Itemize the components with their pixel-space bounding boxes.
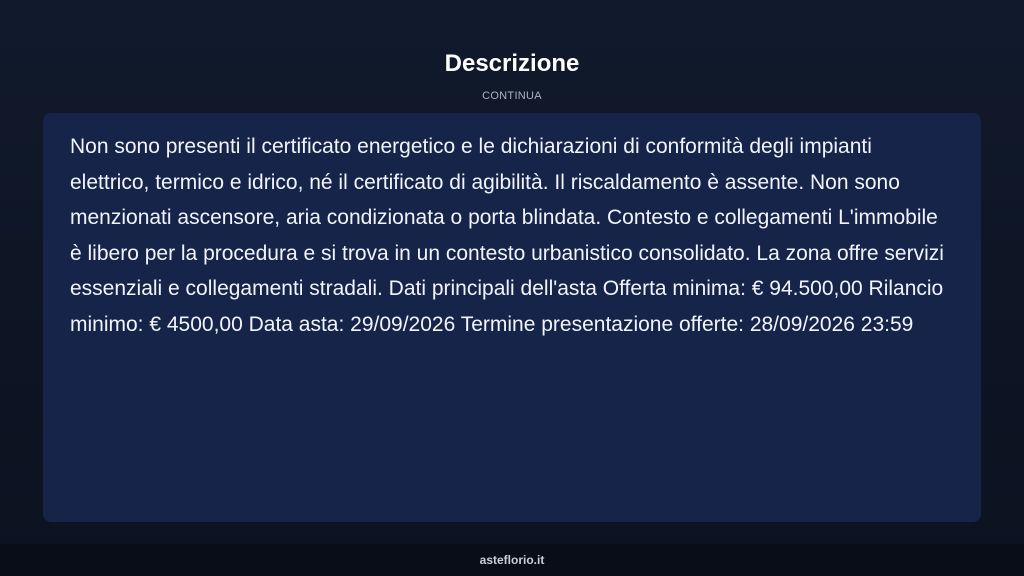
continue-label: CONTINUA: [482, 90, 542, 102]
page-title: Descrizione: [444, 50, 580, 77]
footer-site-link[interactable]: asteflorio.it: [479, 553, 545, 567]
footer-bar: [0, 544, 1024, 576]
description-panel: [43, 113, 981, 522]
description-text: Non sono presenti il certificato energetico e le dichiarazioni di conformità degli impianti elettrico, termico e idrico, né il certificato di agibilità. Il riscaldamento è assente. Non sono menzionati ascensore, aria condizionata o porta blindata. Contesto e collegamenti L'immobile è libero per la procedura e si trova in un contesto urbanistico consolidato. La zona offre servizi essenziali e collegamenti stradali. Dati principali dell'asta Offerta minima: € 94.500,00 Rilancio minimo: € 4500,00 Data asta: 29/09/2026 Termine presentazione offerte: 28/09/2026 23:59: [70, 135, 944, 336]
